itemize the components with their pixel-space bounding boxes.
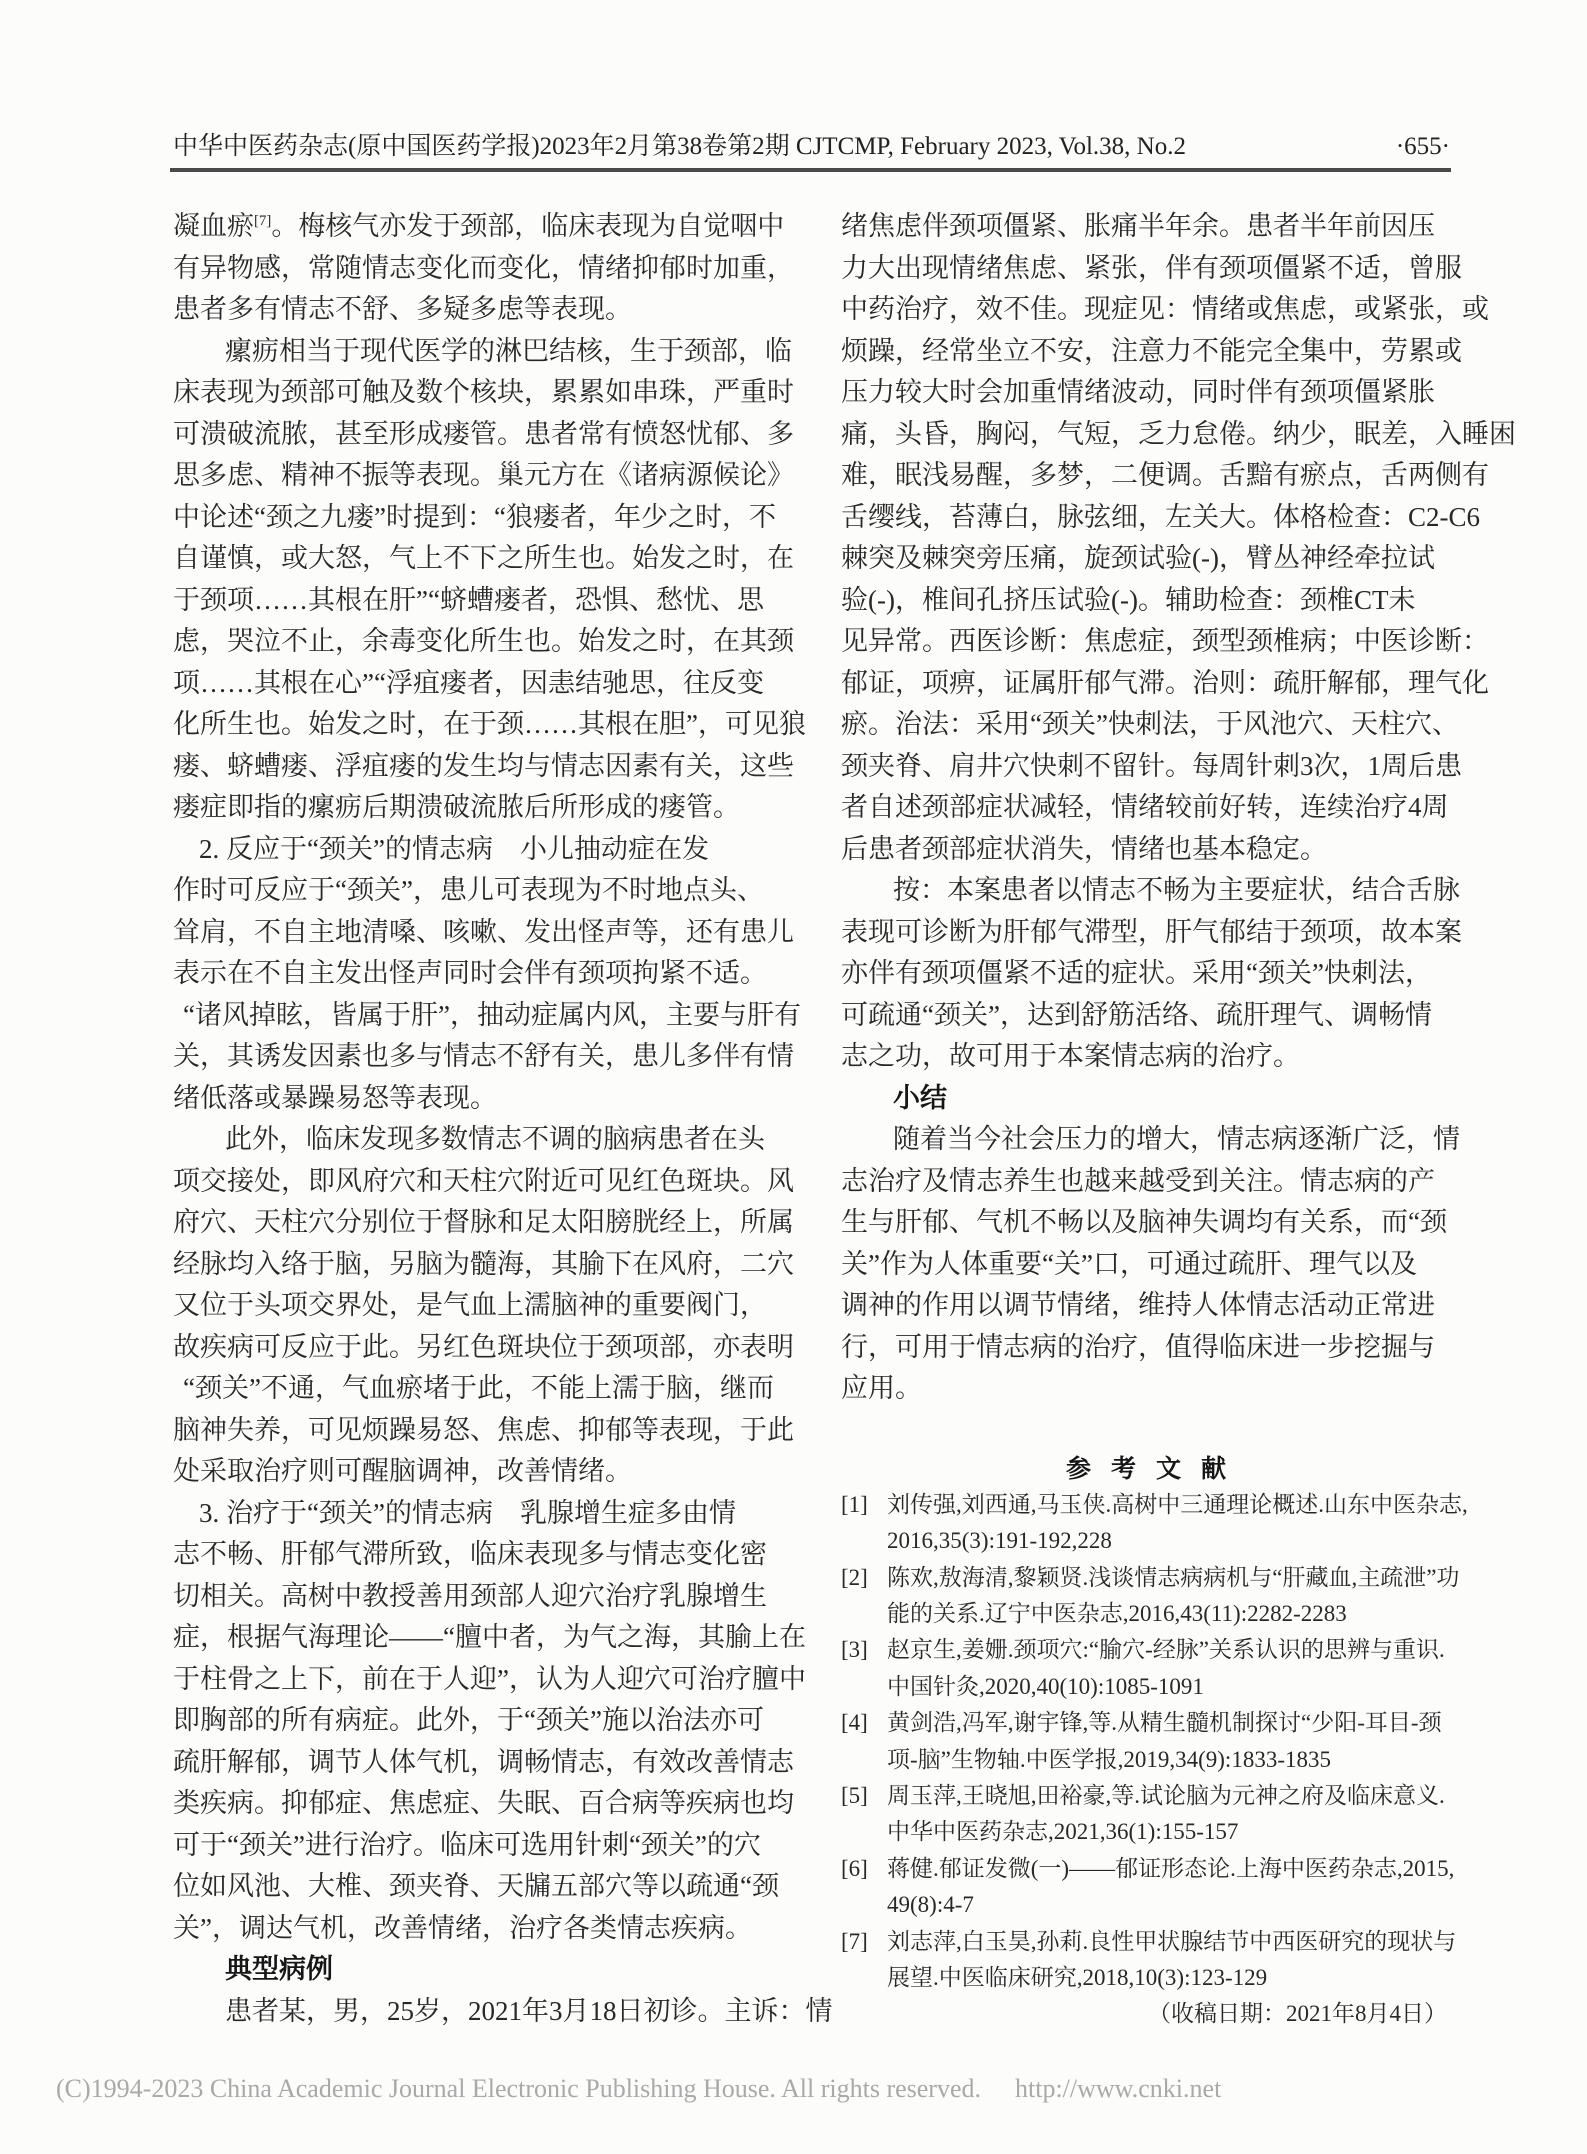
reference-text-continuation: 2016,35(3):191-192,228 <box>887 1528 1112 1554</box>
text-line: 表现可诊断为肝郁气滞型，肝气郁结于颈项，故本案 <box>841 916 1462 947</box>
text-line: 亦伴有颈项僵紧不适的症状。采用“颈关”快刺法， <box>841 958 1432 988</box>
text-line: 志治疗及情志养生也越来越受到关注。情志病的产 <box>841 1165 1435 1196</box>
reference-text: 刘志萍,白玉昊,孙莉.良性甲状腺结节中西医研究的现状与 <box>887 1928 1457 1954</box>
text-line: 可溃破流脓，甚至形成瘘管。患者常有愤怒忧郁、多 <box>173 418 794 449</box>
text-line: 志不畅、肝郁气滞所致，临床表现多与情志变化密 <box>173 1539 767 1569</box>
text-line: 随着当今社会压力的增大，情志病逐渐广泛，情 <box>893 1124 1460 1154</box>
text-line: 验(-)，椎间孔挤压试验(-)。辅助检查：颈椎CT未 <box>841 584 1416 615</box>
text-line: 可疏通“颈关”，达到舒筋活络、疏肝理气、调畅情 <box>841 999 1432 1030</box>
journal-info: 中华中医药杂志(原中国医药学报)2023年2月第38卷第2期 CJTCMP, February 2023, Vol.38, No.2 <box>173 133 1186 160</box>
page-footer <box>56 2074 1346 2104</box>
text-line: 项……其根在心”“浮疽瘘者，因恚结驰思，往反变 <box>173 667 764 698</box>
reference-list <box>841 1487 1468 1996</box>
text-line: 行，可用于情志病的治疗，值得临床进一步挖掘与 <box>841 1331 1435 1362</box>
reference-text-continuation: 项-脑”生物轴.中医学报,2019,34(9):1833-1835 <box>887 1746 1331 1772</box>
text-line: 舌缨线，苔薄白，脉弦细，左关大。体格检查：C2-C6 <box>841 501 1481 532</box>
text-line: 思多虑、精神不振等表现。巢元方在《诸病源候论》 <box>173 460 794 490</box>
text-line: 者自述颈部症状减轻，情绪较前好转，连续治疗4周 <box>841 792 1449 822</box>
reference-number: [2] <box>841 1564 868 1590</box>
text-line: 耸肩，不自主地清嗓、咳嗽、发出怪声等，还有患儿 <box>173 916 794 947</box>
text-line: 即胸部的所有病症。此外，于“颈关”施以治法亦可 <box>173 1705 764 1735</box>
text-line: 又位于头项交界处，是气血上濡脑神的重要阀门， <box>173 1290 767 1320</box>
text-line: 化所生也。始发之时，在于颈……其根在胆”，可见狼 <box>173 709 806 739</box>
section-heading-typical-case: 典型病例 <box>225 1954 333 1984</box>
reference-text-continuation: 展望.中医临床研究,2018,10(3):123-129 <box>887 1964 1268 1990</box>
references-section <box>841 1451 1468 2033</box>
left-column <box>173 206 833 2032</box>
text-line: 生与肝郁、气机不畅以及脑神失调均有关系，而“颈 <box>841 1207 1447 1237</box>
text-line: 虑，哭泣不止，余毒变化所生也。始发之时，在其颈 <box>173 626 794 656</box>
text-line: 于颈项……其根在肝”“蛴螬瘘者，恐惧、愁忧、思 <box>173 584 764 615</box>
reference-number: [7] <box>841 1928 868 1954</box>
text-line: 烦躁，经常坐立不安，注意力不能完全集中，劳累或 <box>841 335 1462 366</box>
reference-item <box>841 1632 1451 1705</box>
text-line: 府穴、天柱穴分别位于督脉和足太阳膀胱经上，所属 <box>173 1207 794 1237</box>
reference-text-continuation: 49(8):4-7 <box>887 1892 974 1918</box>
text-line: 中药治疗，效不佳。现症见：情绪或焦虑，或紧张，或 <box>841 294 1489 324</box>
header-divider-rule <box>170 168 1451 172</box>
text-line: 绪焦虑伴颈项僵紧、胀痛半年余。患者半年前因压 <box>841 211 1435 241</box>
reference-text: 陈欢,敖海清,黎颖贤.浅谈情志病病机与“肝藏血,主疏泄”功 <box>887 1564 1460 1590</box>
references-heading: 参考文献 <box>1065 1454 1246 1483</box>
reference-text-continuation: 中华中医药杂志,2021,36(1):155-157 <box>887 1819 1239 1845</box>
copyright-notice: (C)1994-2023 China Academic Journal Electronic Publishing House. All rights reserved. <box>56 2074 981 2103</box>
reference-item <box>841 1851 1455 1924</box>
text-line: 脑神失养，可见烦躁易怒、焦虑、抑郁等表现，于此 <box>173 1414 794 1445</box>
reference-number: [1] <box>841 1491 868 1517</box>
text-line: 力大出现情绪焦虑、紧张，伴有颈项僵紧不适，曾服 <box>841 252 1462 283</box>
text-line: 有异物感，常随情志变化而变化，情绪抑郁时加重， <box>173 252 794 283</box>
text-line: 位如风池、大椎、颈夹脊、天牖五部穴等以疏通“颈 <box>173 1871 779 1901</box>
reference-number: [5] <box>841 1783 868 1809</box>
text-line: 压力较大时会加重情绪波动，同时伴有颈项僵紧胀 <box>841 377 1435 407</box>
text-line: 疏肝解郁，调节人体气机，调畅情志，有效改善情志 <box>173 1746 794 1777</box>
reference-item <box>841 1487 1468 1560</box>
text-line: 凝血瘀[7]。梅核气亦发于颈部，临床表现为自觉咽中 <box>173 211 785 241</box>
text-line: 调神的作用以调节情绪，维持人体情志活动正常进 <box>841 1290 1435 1320</box>
reference-text: 黄剑浩,冯军,谢宇锋,等.从精生髓机制探讨“少阳-耳目-颈 <box>887 1710 1442 1736</box>
reference-text: 蒋健.郁证发微(一)——郁证形态论.上海中医药杂志,2015, <box>887 1855 1455 1881</box>
page-number: ·655· <box>1395 133 1450 160</box>
section-heading-summary: 小结 <box>893 1082 947 1113</box>
text-line: “颈关”不通，气血瘀堵于此，不能上濡于脑，继而 <box>183 1373 774 1403</box>
text-line: 郁证，项痹，证属肝郁气滞。治则：疏肝解郁，理气化 <box>841 667 1489 698</box>
reference-text-continuation: 能的关系.辽宁中医杂志,2016,43(11):2282-2283 <box>887 1601 1347 1627</box>
text-line: 此外，临床发现多数情志不调的脑病患者在头 <box>225 1124 765 1154</box>
text-line: 绪低落或暴躁易怒等表现。 <box>173 1082 497 1113</box>
text-line: 瘘、蛴螬瘘、浮疽瘘的发生均与情志因素有关，这些 <box>173 750 794 781</box>
reference-number: [6] <box>841 1855 868 1881</box>
reference-number: [4] <box>841 1710 868 1736</box>
text-line: 按：本案患者以情志不畅为主要症状，结合舌脉 <box>893 875 1460 905</box>
text-line: 2. 反应于“颈关”的情志病 小儿抽动症在发 <box>199 833 709 864</box>
text-line: 症，根据气海理论——“膻中者，为气之海，其腧上在 <box>173 1622 806 1652</box>
text-line: 瘘症即指的瘰疬后期溃破流脓后所形成的瘘管。 <box>173 792 740 822</box>
reference-item <box>841 1705 1451 1778</box>
right-column <box>841 206 1516 2033</box>
text-line: 表示在不自主发出怪声同时会伴有颈项拘紧不适。 <box>173 958 767 988</box>
text-line: 见异常。西医诊断：焦虑症，颈型颈椎病；中医诊断： <box>841 626 1489 656</box>
text-line: 3. 治疗于“颈关”的情志病 乳腺增生症多由情 <box>199 1497 736 1528</box>
text-line: 自谨慎，或大怒，气上不下之所生也。始发之时，在 <box>173 543 794 573</box>
reference-text-continuation: 中国针灸,2020,40(10):1085-1091 <box>887 1673 1204 1699</box>
text-line: 关”，调达气机，改善情绪，治疗各类情志疾病。 <box>173 1912 752 1943</box>
citation-superscript: [7] <box>254 213 272 229</box>
text-line: 瘀。治法：采用“颈关”快刺法，于风池穴、天柱穴、 <box>841 709 1459 739</box>
reference-item <box>841 1560 1460 1633</box>
text-line: 作时可反应于“颈关”，患儿可表现为不时地点头、 <box>173 875 764 905</box>
publisher-url: http://www.cnki.net <box>1015 2074 1222 2103</box>
text-line: 患者多有情志不舒、多疑多虑等表现。 <box>173 294 632 324</box>
text-line: 志之功，故可用于本案情志病的治疗。 <box>841 1041 1300 1071</box>
text-line: 可于“颈关”进行治疗。临床可选用针刺“颈关”的穴 <box>173 1829 761 1860</box>
text-line: 痛，头昏，胸闷，气短，乏力怠倦。纳少，眠差，入睡困 <box>841 418 1516 449</box>
text-line: 于柱骨之上下，前在于人迎”，认为人迎穴可治疗膻中 <box>173 1663 806 1694</box>
reference-text: 周玉萍,王晓旭,田裕豪,等.试论脑为元神之府及临床意义. <box>887 1783 1445 1809</box>
text-line: 处采取治疗则可醒脑调神，改善情绪。 <box>173 1456 632 1486</box>
text-line: 患者某，男，25岁，2021年3月18日初诊。主诉：情 <box>225 1995 833 2026</box>
text-line: 应用。 <box>841 1373 922 1403</box>
text-line: 棘突及棘突旁压痛，旋颈试验(-)，臂丛神经牵拉试 <box>841 543 1435 573</box>
reference-text: 赵京生,姜姗.颈项穴:“腧穴-经脉”关系认识的思辨与重识. <box>887 1637 1445 1663</box>
text-line: “诸风掉眩，皆属于肝”，抽动症属内风，主要与肝有 <box>183 999 801 1030</box>
text-line: 中论述“颈之九瘘”时提到：“狼瘘者，年少之时，不 <box>173 501 776 532</box>
page-header <box>173 126 1450 162</box>
text-line: 类疾病。抑郁症、焦虑症、失眠、百合病等疾病也均 <box>173 1788 794 1818</box>
text-line: 关，其诱发因素也多与情志不舒有关，患儿多伴有情 <box>173 1041 794 1071</box>
text-line: 切相关。高树中教授善用颈部人迎穴治疗乳腺增生 <box>173 1580 767 1611</box>
text-line: 瘰疬相当于现代医学的淋巴结核，生于颈部，临 <box>225 335 792 366</box>
text-line: 难，眠浅易醒，多梦，二便调。舌黯有瘀点，舌两侧有 <box>841 460 1489 490</box>
text-line: 经脉均入络于脑，另脑为髓海，其腧下在风府，二穴 <box>173 1248 794 1279</box>
reference-text: 刘传强,刘西通,马玉侠.高树中三通理论概述.山东中医杂志, <box>887 1491 1468 1517</box>
right-column-lines <box>841 206 1516 1410</box>
reference-item <box>841 1778 1451 1851</box>
text-line: 颈夹脊、肩井穴快刺不留针。每周针刺3次，1周后患 <box>841 750 1462 781</box>
received-date: （收稿日期：2021年8月4日） <box>1148 2001 1447 2027</box>
text-line: 项交接处，即风府穴和天柱穴附近可见红色斑块。风 <box>173 1165 794 1196</box>
text-line: 故疾病可反应于此。另红色斑块位于颈项部，亦表明 <box>173 1331 794 1362</box>
text-line: 关”作为人体重要“关”口，可通过疏肝、理气以及 <box>841 1248 1417 1279</box>
text-line: 床表现为颈部可触及数个核块，累累如串珠，严重时 <box>173 377 794 407</box>
text-line: 后患者颈部症状消失，情绪也基本稳定。 <box>841 833 1327 864</box>
reference-number: [3] <box>841 1637 868 1663</box>
reference-item <box>841 1924 1457 1997</box>
